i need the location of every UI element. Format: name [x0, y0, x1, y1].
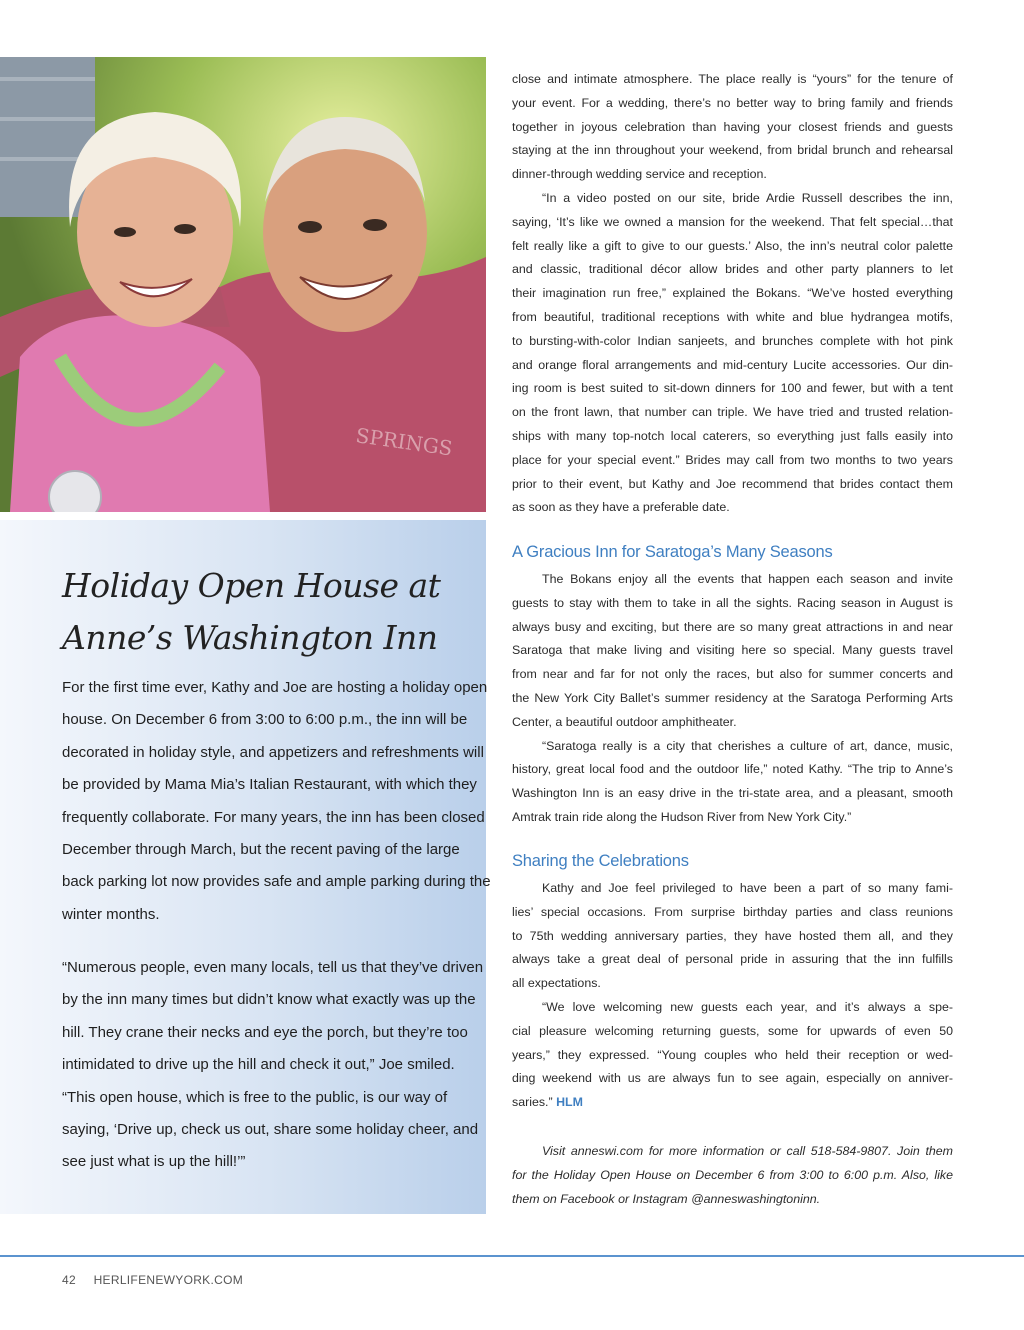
text-line: Kathy and Joe feel privileged to have been a part of so many fami- [542, 881, 953, 895]
text-line: The Bokans enjoy all the events that happen each season and invite [542, 572, 953, 586]
text-line: see just what is up the hill!’” [62, 1153, 246, 1171]
sidebar-title-line: Holiday Open House at [62, 566, 441, 605]
text-line: “Numerous people, even many locals, tell us that they’ve driven [62, 959, 484, 976]
footer-rule [0, 1255, 1024, 1257]
text-line: felt really like a gift to give to our guests.’ Also, the inn’s neutral color palette [512, 238, 953, 253]
text-line: back parking lot now provides safe and ample parking during the [62, 873, 491, 891]
text-line: to 75th wedding anniversary parties, they have hosted them all, and they [512, 928, 953, 943]
text-line: “This open house, which is free to the public, is our way of [62, 1088, 448, 1106]
site-url: HERLIFENEWYORK.COM [93, 1273, 244, 1287]
text-line: Amtrak train ride along the Hudson River from New York City.” [512, 809, 852, 824]
section-heading: Sharing the Celebrations [512, 852, 689, 870]
text-line: Saratoga that make living and visiting here so special. Many guests travel [512, 643, 953, 658]
text-line: saying, ‘It’s like we owned a mansion for the weekend. That felt special…that [512, 214, 953, 229]
text-line: together in joyous celebration than having your closest friends and guests [512, 119, 953, 134]
text-line: lies’ special occasions. From surprise birthday parties and class reunions [512, 904, 953, 919]
text-line: and orange floral arrangements and mid-century Lucite accessories. Our din- [512, 357, 953, 372]
text-line: decorated in holiday style, and appetizers and refreshments will [62, 743, 484, 761]
text-line: Visit anneswi.com for more information or call 518-584-9807. Join them [542, 1144, 953, 1158]
text-line: place for your special event.” Brides may call from two months to two years [512, 452, 953, 467]
text-line: Washington Inn is an easy drive in the tri-state area, and a pleasant, smooth [512, 786, 953, 801]
text-line: cial pleasure welcoming returning guests, some for upwards of even 50 [512, 1023, 953, 1038]
sidebar-paragraph-2 [62, 952, 484, 1179]
text-line: ships with many top-notch local caterers, so everything just falls easily into [512, 428, 953, 443]
text-line: staying at the inn throughout your weekend, from bridal brunch and rehearsal [512, 143, 953, 158]
text-line: all expectations. [512, 976, 601, 991]
text-line: for the Holiday Open House on December 6 from 3:00 to 6:00 p.m. Also, like [512, 1167, 953, 1182]
text-line: always take a great deal of personal pride in assuring that the inn fulfills [512, 952, 953, 967]
sidebar-title-line: Anne’s Washington Inn [62, 618, 438, 657]
text-line: house. On December 6 from 3:00 to 6:00 p.m., the inn will be [62, 711, 468, 729]
text-line: For the first time ever, Kathy and Joe are hosting a holiday open [62, 679, 488, 696]
page-number: 42 [62, 1273, 76, 1287]
text-line: winter months. [62, 905, 160, 923]
text-line: years,” they expressed. “Young couples who held their reception or wed- [512, 1047, 953, 1062]
text-line: ding weekend with us are always fun to see again, especially on anniver- [512, 1071, 953, 1086]
text-line [512, 1091, 953, 1115]
text-line: be provided by Mama Mia’s Italian Restaurant, with which they [62, 776, 477, 794]
text-line: December through March, but the recent paving of the large [62, 841, 460, 859]
text-line: their imagination run free,” explained the Bokans. “We’ve hosted everything [512, 286, 953, 301]
visit-info [512, 1140, 953, 1211]
text-line: frequently collaborate. For many years, the inn has been closed [62, 808, 485, 826]
text-line: to bursting-with-color Indian sanjeets, and brunches complete with hot pink [512, 333, 953, 348]
text-line: by the inn many times but didn’t know what exactly was up the [62, 991, 476, 1009]
text-line: from near and far for not only the races, but also for summer concerts and [512, 667, 953, 682]
text-line: hill. They crane their necks and eye the porch, but they’re too [62, 1023, 468, 1041]
body-text-block-2 [512, 568, 953, 830]
couple-photo [0, 57, 486, 512]
text-line: the New York City Ballet’s summer residency at the Saratoga Performing Arts [512, 690, 953, 705]
text-line: close and intimate atmosphere. The place really is “yours” for the tenure of [512, 72, 953, 86]
section-heading: A Gracious Inn for Saratoga’s Many Seasons [512, 543, 833, 561]
svg-text:SPRINGS: SPRINGS [354, 423, 454, 461]
text-line: as soon as they have a preferable date. [512, 500, 730, 515]
text-line: ing room is best suited to sit-down dinners for 100 and fewer, but with a tent [512, 381, 953, 396]
text-fragment: saries.” [512, 1095, 553, 1110]
text-line: them on Facebook or Instagram @anneswashingtoninn. [512, 1191, 821, 1206]
hlm-signoff: HLM [556, 1095, 583, 1110]
sidebar-title [62, 560, 462, 664]
text-line: on the front lawn, that number can triple. We have tried and trusted relation- [512, 405, 953, 420]
page-footer [62, 1273, 243, 1287]
text-line: from beautiful, traditional receptions with white and blue hydrangea motifs, [512, 309, 953, 324]
text-line: Center, a beautiful outdoor amphitheater. [512, 714, 737, 729]
body-text-block-3 [512, 877, 953, 1115]
text-line: history, great local food and the outdoor life,” noted Kathy. “The trip to Anne’s [512, 762, 953, 777]
text-line: your event. For a wedding, there’s no better way to bring family and friends [512, 95, 953, 110]
text-line: prior to their event, but Kathy and Joe recommend that brides contact them [512, 476, 953, 491]
text-line: saying, ‘Drive up, check us out, share some holiday cheer, and [62, 1121, 479, 1139]
text-line: guests to stay with them to take in all the sights. Racing season in August is [512, 595, 953, 610]
sidebar-paragraph-1 [62, 672, 491, 931]
text-line: “Saratoga really is a city that cherishes a culture of art, dance, music, [542, 738, 953, 753]
text-line: dinner-through wedding service and reception. [512, 167, 767, 182]
text-line: “In a video posted on our site, bride Ardie Russell describes the inn, [542, 190, 953, 205]
text-line: always busy and exciting, but there are so many great attractions in and near [512, 619, 953, 634]
sidebar-box [0, 520, 491, 1214]
body-text-block-1 [512, 68, 953, 520]
text-line: intimidated to drive up the hill and check it out,” Joe smiled. [62, 1056, 455, 1074]
text-line: “We love welcoming new guests each year, and it’s always a spe- [542, 999, 953, 1014]
text-line: and classic, traditional décor allow brides and other party planners to let [512, 262, 953, 277]
